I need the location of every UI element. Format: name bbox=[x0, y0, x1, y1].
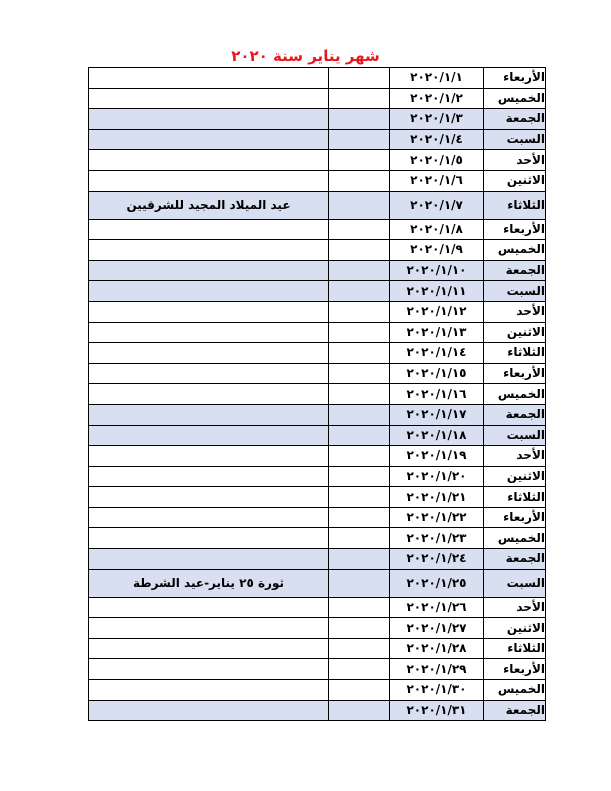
table-row bbox=[89, 384, 546, 405]
date-cell: ٢٠٢٠/١/٦ bbox=[390, 170, 484, 191]
table-row bbox=[89, 170, 546, 191]
holiday-note-cell bbox=[89, 597, 329, 618]
weekday-cell: الأحد bbox=[484, 150, 546, 171]
table-row bbox=[89, 487, 546, 508]
blank-cell bbox=[329, 150, 390, 171]
table-row bbox=[89, 343, 546, 364]
holiday-note-cell bbox=[89, 618, 329, 639]
date-cell: ٢٠٢٠/١/١٢ bbox=[390, 301, 484, 322]
calendar-table-body bbox=[89, 68, 546, 721]
page-title: شهر يناير سنة ٢٠٢٠ bbox=[231, 47, 380, 65]
holiday-note-cell bbox=[89, 638, 329, 659]
blank-cell bbox=[329, 219, 390, 240]
holiday-note-cell bbox=[89, 446, 329, 467]
weekday-cell: الاثنين bbox=[484, 466, 546, 487]
holiday-note-cell bbox=[89, 129, 329, 150]
holiday-note-cell bbox=[89, 487, 329, 508]
date-cell: ٢٠٢٠/١/١٠ bbox=[390, 260, 484, 281]
blank-cell bbox=[329, 659, 390, 680]
holiday-note-cell bbox=[89, 384, 329, 405]
weekday-cell: السبت bbox=[484, 569, 546, 597]
date-cell: ٢٠٢٠/١/٢٠ bbox=[390, 466, 484, 487]
weekday-cell: الاثنين bbox=[484, 618, 546, 639]
holiday-note-cell bbox=[89, 425, 329, 446]
date-cell: ٢٠٢٠/١/١٩ bbox=[390, 446, 484, 467]
holiday-note-cell bbox=[89, 109, 329, 130]
table-row bbox=[89, 597, 546, 618]
table-row bbox=[89, 466, 546, 487]
weekday-cell: الاثنين bbox=[484, 170, 546, 191]
blank-cell bbox=[329, 343, 390, 364]
weekday-cell: الأربعاء bbox=[484, 363, 546, 384]
blank-cell bbox=[329, 281, 390, 302]
holiday-note-cell bbox=[89, 343, 329, 364]
table-row bbox=[89, 363, 546, 384]
weekday-cell: الجمعة bbox=[484, 404, 546, 425]
date-cell: ٢٠٢٠/١/١١ bbox=[390, 281, 484, 302]
blank-cell bbox=[329, 618, 390, 639]
blank-cell bbox=[329, 404, 390, 425]
holiday-note-cell bbox=[89, 301, 329, 322]
table-row bbox=[89, 528, 546, 549]
weekday-cell: الأحد bbox=[484, 301, 546, 322]
table-row bbox=[89, 219, 546, 240]
weekday-cell: الأربعاء bbox=[484, 68, 546, 89]
holiday-note-cell bbox=[89, 700, 329, 721]
date-cell: ٢٠٢٠/١/١٨ bbox=[390, 425, 484, 446]
holiday-note-cell bbox=[89, 659, 329, 680]
blank-cell bbox=[329, 191, 390, 219]
blank-cell bbox=[329, 68, 390, 89]
date-cell: ٢٠٢٠/١/٢٣ bbox=[390, 528, 484, 549]
blank-cell bbox=[329, 597, 390, 618]
weekday-cell: الجمعة bbox=[484, 260, 546, 281]
table-row bbox=[89, 109, 546, 130]
table-row bbox=[89, 129, 546, 150]
date-cell: ٢٠٢٠/١/٤ bbox=[390, 129, 484, 150]
table-row bbox=[89, 425, 546, 446]
blank-cell bbox=[329, 507, 390, 528]
blank-cell bbox=[329, 549, 390, 570]
table-row bbox=[89, 191, 546, 219]
weekday-cell: الأربعاء bbox=[484, 219, 546, 240]
table-row bbox=[89, 281, 546, 302]
date-cell: ٢٠٢٠/١/٢ bbox=[390, 88, 484, 109]
table-row bbox=[89, 638, 546, 659]
blank-cell bbox=[329, 301, 390, 322]
weekday-cell: الجمعة bbox=[484, 109, 546, 130]
holiday-note-cell bbox=[89, 68, 329, 89]
table-row bbox=[89, 680, 546, 701]
holiday-note-cell bbox=[89, 404, 329, 425]
holiday-note-cell bbox=[89, 260, 329, 281]
holiday-note-cell bbox=[89, 240, 329, 261]
weekday-cell: الخميس bbox=[484, 88, 546, 109]
holiday-note-cell bbox=[89, 507, 329, 528]
date-cell: ٢٠٢٠/١/٨ bbox=[390, 219, 484, 240]
table-row bbox=[89, 446, 546, 467]
holiday-note-cell bbox=[89, 170, 329, 191]
blank-cell bbox=[329, 680, 390, 701]
holiday-note-cell bbox=[89, 549, 329, 570]
weekday-cell: الأربعاء bbox=[484, 659, 546, 680]
date-cell: ٢٠٢٠/١/٢٦ bbox=[390, 597, 484, 618]
blank-cell bbox=[329, 170, 390, 191]
blank-cell bbox=[329, 129, 390, 150]
holiday-note-cell bbox=[89, 322, 329, 343]
table-row bbox=[89, 507, 546, 528]
date-cell: ٢٠٢٠/١/٢٢ bbox=[390, 507, 484, 528]
date-cell: ٢٠٢٠/١/٢٧ bbox=[390, 618, 484, 639]
blank-cell bbox=[329, 638, 390, 659]
holiday-note-cell bbox=[89, 219, 329, 240]
table-row bbox=[89, 569, 546, 597]
weekday-cell: الثلاثاء bbox=[484, 638, 546, 659]
blank-cell bbox=[329, 700, 390, 721]
date-cell: ٢٠٢٠/١/١٥ bbox=[390, 363, 484, 384]
date-cell: ٢٠٢٠/١/١ bbox=[390, 68, 484, 89]
holiday-note-cell bbox=[89, 88, 329, 109]
table-row bbox=[89, 659, 546, 680]
weekday-cell: الأربعاء bbox=[484, 507, 546, 528]
date-cell: ٢٠٢٠/١/٢٤ bbox=[390, 549, 484, 570]
weekday-cell: الخميس bbox=[484, 680, 546, 701]
holiday-note-cell bbox=[89, 528, 329, 549]
blank-cell bbox=[329, 109, 390, 130]
date-cell: ٢٠٢٠/١/٣ bbox=[390, 109, 484, 130]
date-cell: ٢٠٢٠/١/١٧ bbox=[390, 404, 484, 425]
blank-cell bbox=[329, 322, 390, 343]
blank-cell bbox=[329, 466, 390, 487]
weekday-cell: الثلاثاء bbox=[484, 343, 546, 364]
table-row bbox=[89, 301, 546, 322]
table-row bbox=[89, 260, 546, 281]
blank-cell bbox=[329, 240, 390, 261]
table-row bbox=[89, 68, 546, 89]
blank-cell bbox=[329, 88, 390, 109]
table-row bbox=[89, 618, 546, 639]
holiday-note-cell bbox=[89, 150, 329, 171]
date-cell: ٢٠٢٠/١/٥ bbox=[390, 150, 484, 171]
weekday-cell: الأحد bbox=[484, 597, 546, 618]
calendar-table bbox=[88, 67, 546, 721]
blank-cell bbox=[329, 260, 390, 281]
table-row bbox=[89, 404, 546, 425]
holiday-note-cell bbox=[89, 281, 329, 302]
weekday-cell: السبت bbox=[484, 281, 546, 302]
holiday-note-cell bbox=[89, 363, 329, 384]
holiday-note-cell: ثورة ٢٥ يناير-عيد الشرطة bbox=[89, 569, 329, 597]
blank-cell bbox=[329, 384, 390, 405]
date-cell: ٢٠٢٠/١/٩ bbox=[390, 240, 484, 261]
date-cell: ٢٠٢٠/١/٢١ bbox=[390, 487, 484, 508]
weekday-cell: السبت bbox=[484, 129, 546, 150]
weekday-cell: الخميس bbox=[484, 240, 546, 261]
blank-cell bbox=[329, 569, 390, 597]
blank-cell bbox=[329, 425, 390, 446]
weekday-cell: الثلاثاء bbox=[484, 191, 546, 219]
date-cell: ٢٠٢٠/١/٧ bbox=[390, 191, 484, 219]
table-row bbox=[89, 322, 546, 343]
date-cell: ٢٠٢٠/١/٢٩ bbox=[390, 659, 484, 680]
weekday-cell: الجمعة bbox=[484, 549, 546, 570]
date-cell: ٢٠٢٠/١/٢٥ bbox=[390, 569, 484, 597]
table-row bbox=[89, 88, 546, 109]
date-cell: ٢٠٢٠/١/١٤ bbox=[390, 343, 484, 364]
date-cell: ٢٠٢٠/١/٣٠ bbox=[390, 680, 484, 701]
date-cell: ٢٠٢٠/١/١٦ bbox=[390, 384, 484, 405]
holiday-note-cell bbox=[89, 680, 329, 701]
blank-cell bbox=[329, 528, 390, 549]
table-row bbox=[89, 549, 546, 570]
date-cell: ٢٠٢٠/١/١٣ bbox=[390, 322, 484, 343]
weekday-cell: السبت bbox=[484, 425, 546, 446]
weekday-cell: الخميس bbox=[484, 528, 546, 549]
weekday-cell: الجمعة bbox=[484, 700, 546, 721]
blank-cell bbox=[329, 487, 390, 508]
holiday-note-cell bbox=[89, 466, 329, 487]
blank-cell bbox=[329, 363, 390, 384]
blank-cell bbox=[329, 446, 390, 467]
weekday-cell: الثلاثاء bbox=[484, 487, 546, 508]
table-row bbox=[89, 700, 546, 721]
weekday-cell: الخميس bbox=[484, 384, 546, 405]
weekday-cell: الاثنين bbox=[484, 322, 546, 343]
date-cell: ٢٠٢٠/١/٣١ bbox=[390, 700, 484, 721]
weekday-cell: الأحد bbox=[484, 446, 546, 467]
table-row bbox=[89, 240, 546, 261]
table-row bbox=[89, 150, 546, 171]
date-cell: ٢٠٢٠/١/٢٨ bbox=[390, 638, 484, 659]
holiday-note-cell: عيد الميلاد المجيد للشرقيين bbox=[89, 191, 329, 219]
